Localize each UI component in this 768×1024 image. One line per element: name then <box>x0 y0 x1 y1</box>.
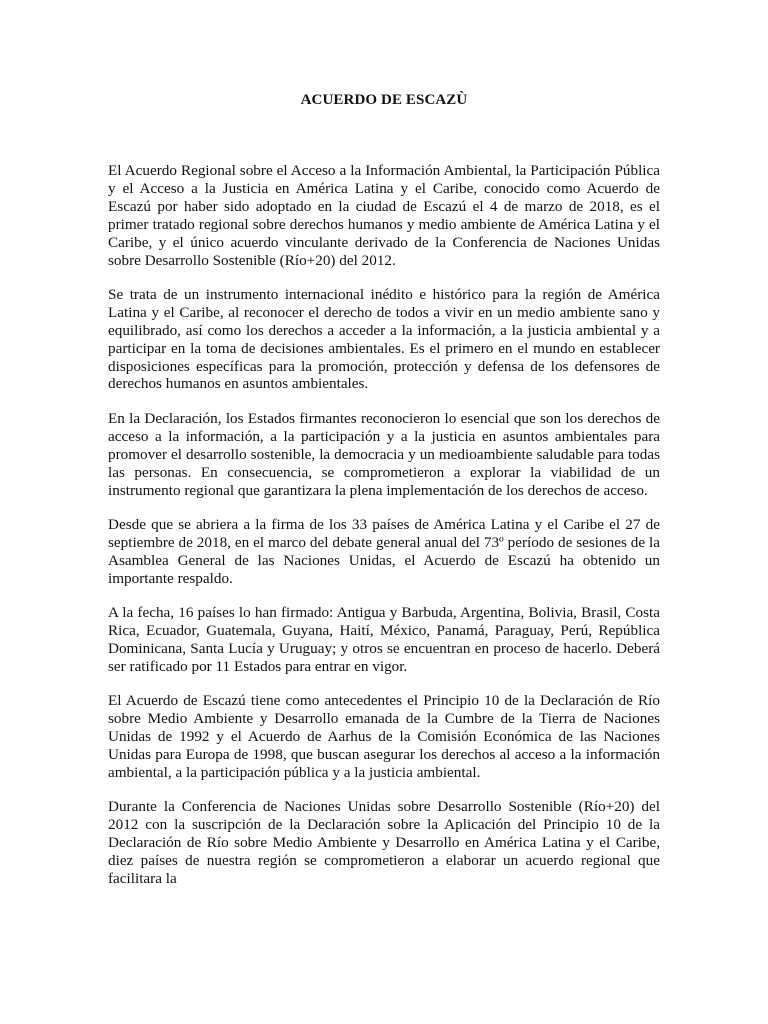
paragraph-6: El Acuerdo de Escazú tiene como antecedentes el Principio 10 de la Declaración de Río sobre Medio Ambiente y Desarrollo emanada de la Cumbre de la Tierra de Naciones Unidas de 1992 y el Acuerdo de Aarhus de la Comisión Económica de las Naciones Unidas para Europa de 1998, que buscan asegurar los derechos al acceso a la información ambiental, a la participación pública y a la justicia ambiental. <box>108 692 660 781</box>
document-title: ACUERDO DE ESCAZÙ <box>300 92 468 108</box>
document-body <box>108 162 660 905</box>
paragraph-4: Desde que se abriera a la firma de los 33 países de América Latina y el Caribe el 27 de septiembre de 2018, en el marco del debate general anual del 73º período de sesiones de la Asamblea General de las Naciones Unidas, el Acuerdo de Escazú ha obtenido un importante respaldo. <box>108 515 660 587</box>
paragraph-5: A la fecha, 16 países lo han firmado: Antigua y Barbuda, Argentina, Bolivia, Brasil, Costa Rica, Ecuador, Guatemala, Guyana, Haití, México, Panamá, Paraguay, Perú, República Dominicana, Santa Lucía y Uruguay; y otros se encuentran en proceso de hacerlo. Deberá ser ratificado por 11 Estados para entrar en vigor. <box>108 604 660 675</box>
paragraph-3: En la Declaración, los Estados firmantes reconocieron lo esencial que son los derechos de acceso a la información, a la participación y a la justicia en asuntos ambientales para promover el desarrollo sostenible, la democracia y un medioambiente saludable para todas las personas. En consecuencia, se comprometieron a explorar la viabilidad de un instrumento regional que garantizara la plena implementación de los derechos de acceso. <box>108 409 660 499</box>
paragraph-1: El Acuerdo Regional sobre el Acceso a la Información Ambiental, la Participación Pública y el Acceso a la Justicia en América Latina y el Caribe, conocido como Acuerdo de Escazú por haber sido adoptado en la ciudad de Escazú el 4 de marzo de 2018, es el primer tratado regional sobre derechos humanos y medio ambiente de América Latina y el Caribe, y el único acuerdo vinculante derivado de la Conferencia de Naciones Unidas sobre Desarrollo Sostenible (Río+20) del 2012. <box>108 162 660 269</box>
paragraph-7: Durante la Conferencia de Naciones Unidas sobre Desarrollo Sostenible (Río+20) del 2012 con la suscripción de la Declaración sobre la Aplicación del Principio 10 de la Declaración de Río sobre Medio Ambiente y Desarrollo en América Latina y el Caribe, diez países de nuestra región se comprometieron a elaborar un acuerdo regional que facilitara la <box>108 798 660 887</box>
paragraph-2: Se trata de un instrumento internacional inédito e histórico para la región de América Latina y el Caribe, al reconocer el derecho de todos a vivir en un medio ambiente sano y equilibrado, así como los derechos a acceder a la información, a la justicia ambiental y a participar en la toma de decisiones ambientales. Es el primero en el mundo en establecer disposiciones específicas para la promoción, protección y defensa de los defensores de derechos humanos en asuntos ambientales. <box>108 285 660 393</box>
